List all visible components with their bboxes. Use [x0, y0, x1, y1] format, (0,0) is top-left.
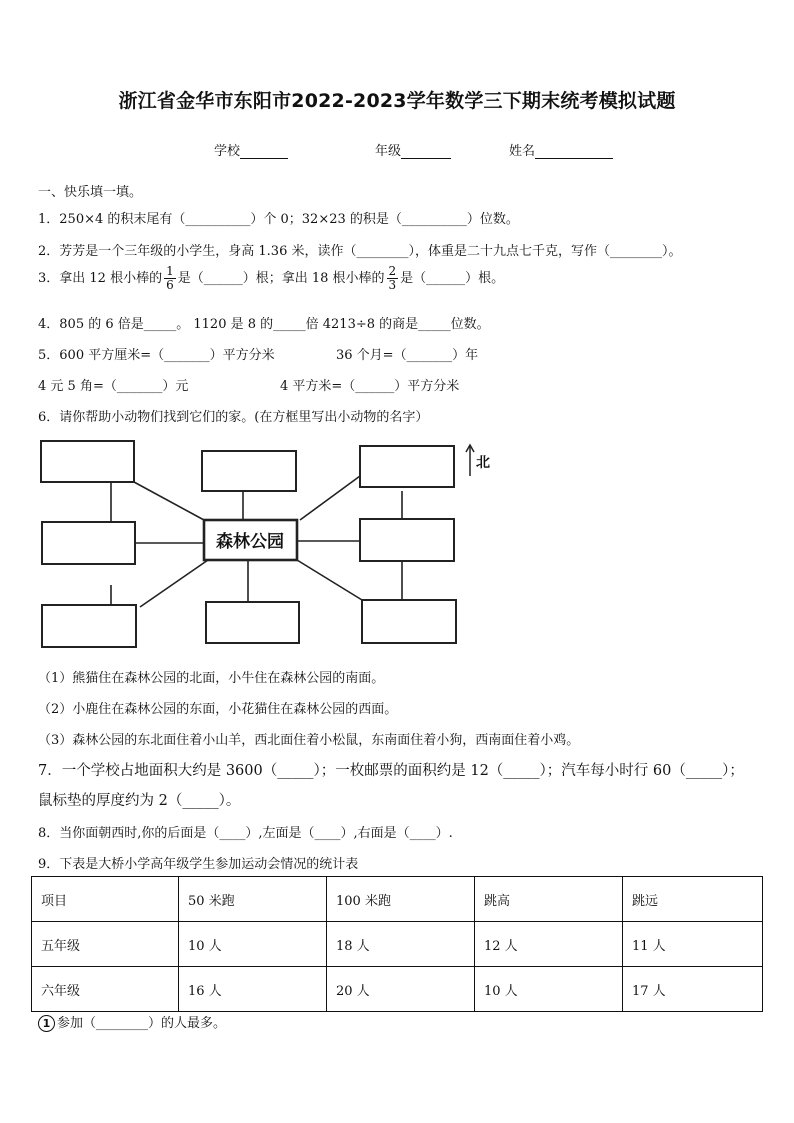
table-header-cell: 100 米跑	[327, 877, 475, 922]
table-cell: 20 人	[327, 967, 475, 1012]
center-label: 森林公园	[216, 532, 284, 552]
fraction-one-sixth	[164, 265, 176, 292]
question-6: 6．请你帮助小动物们找到它们的家。(在方框里写出小动物的名字）	[38, 410, 429, 425]
table-header-cell: 50 米跑	[179, 877, 327, 922]
box-northwest[interactable]	[41, 441, 134, 482]
circled-number-icon: 1	[38, 1015, 55, 1032]
grade-field	[375, 140, 451, 159]
table-cell: 12 人	[475, 922, 623, 967]
question-5c: 4 元 5 角=（_______）元	[38, 379, 189, 394]
table-cell: 10 人	[179, 922, 327, 967]
question-5d: 4 平方米=（______）平方分米	[280, 379, 460, 394]
question-7b: 鼠标垫的厚度约为 2（_____）。	[38, 793, 241, 809]
table-header-cell: 跳远	[623, 877, 763, 922]
q3-part1: 3．拿出 12 根小棒的	[38, 271, 163, 286]
table-cell: 18 人	[327, 922, 475, 967]
table-cell: 11 人	[623, 922, 763, 967]
box-west[interactable]	[42, 522, 135, 564]
box-east[interactable]	[360, 519, 454, 561]
question-5a: 5．600 平方厘米=（_______）平方分米	[38, 348, 275, 363]
line-nw	[134, 482, 204, 520]
table-cell: 五年级	[32, 922, 179, 967]
line-sw	[140, 560, 208, 607]
question-6-2: （2）小鹿住在森林公园的东面，小花猫住在森林公园的西面。	[38, 702, 398, 717]
box-north[interactable]	[202, 451, 296, 491]
box-southeast[interactable]	[362, 600, 456, 643]
name-blank[interactable]	[535, 144, 613, 159]
table-header-cell: 跳高	[475, 877, 623, 922]
fraction-two-thirds	[387, 265, 399, 292]
question-7a: 7．一个学校占地面积大约是 3600（_____）；一枚邮票的面积约是 12（_____）；汽车每小时行 60（_____）；	[38, 763, 744, 779]
page-title: 浙江省金华市东阳市2022-2023学年数学三下期末统考模拟试题	[118, 90, 676, 112]
grade-blank[interactable]	[401, 144, 451, 159]
name-label: 姓名	[509, 144, 536, 159]
box-southwest[interactable]	[42, 605, 136, 647]
table-cell: 六年级	[32, 967, 179, 1012]
line-se	[297, 560, 362, 600]
table-cell: 17 人	[623, 967, 763, 1012]
north-label: 北	[476, 455, 490, 471]
box-south[interactable]	[206, 602, 299, 643]
table-row	[32, 922, 763, 967]
section-heading: 一、快乐填一填。	[38, 185, 143, 200]
question-5b: 36 个月=（_______）年	[336, 348, 479, 363]
table-cell: 16 人	[179, 967, 327, 1012]
question-9-1	[38, 1012, 226, 1032]
question-4: 4．805 的 6 倍是_____。 1120 是 8 的_____倍 4213÷8 的商是_____位数。	[38, 317, 490, 332]
fraction-2-denominator: 3	[388, 278, 397, 292]
fraction-1-numerator: 1	[166, 264, 174, 278]
question-6-3: （3）森林公园的东北面住着小山羊，西北面住着小松鼠，东南面住着小狗，西南面住着小鸡。	[38, 733, 580, 748]
q3-part2: 是（______）根；拿出 18 根小棒的	[177, 271, 385, 286]
table-cell: 10 人	[475, 967, 623, 1012]
fraction-1-denominator: 6	[166, 278, 174, 292]
question-8: 8．当你面朝西时,你的后面是（____）,左面是（____）,右面是（____）.	[38, 826, 453, 841]
question-1: 1．250×4 的积末尾有（__________）个 0；32×23 的积是（__________）位数。	[38, 212, 519, 227]
fraction-2-numerator: 2	[388, 264, 397, 278]
question-9-1-text: 参加（________）的人最多。	[57, 1016, 227, 1031]
question-3	[38, 265, 504, 292]
school-label: 学校	[214, 144, 241, 159]
q3-part3: 是（______）根。	[400, 271, 505, 286]
line-ne	[300, 476, 360, 520]
question-9: 9．下表是大桥小学高年级学生参加运动会情况的统计表	[38, 857, 359, 872]
grade-label: 年级	[375, 144, 402, 159]
table-row	[32, 967, 763, 1012]
box-northeast[interactable]	[360, 446, 454, 487]
forest-park-diagram	[36, 436, 506, 654]
school-field	[214, 140, 288, 159]
sports-stats-table	[31, 876, 763, 1012]
question-6-1: （1）熊猫住在森林公园的北面，小牛住在森林公园的南面。	[38, 671, 385, 686]
question-2: 2．芳芳是一个三年级的小学生，身高 1.36 米，读作（________），体重是二十九点七千克，写作（________）。	[38, 244, 682, 259]
table-header-cell: 项目	[32, 877, 179, 922]
name-field	[509, 140, 613, 159]
school-blank[interactable]	[240, 144, 288, 159]
north-arrow-icon	[466, 445, 474, 476]
table-header-row	[32, 877, 763, 922]
